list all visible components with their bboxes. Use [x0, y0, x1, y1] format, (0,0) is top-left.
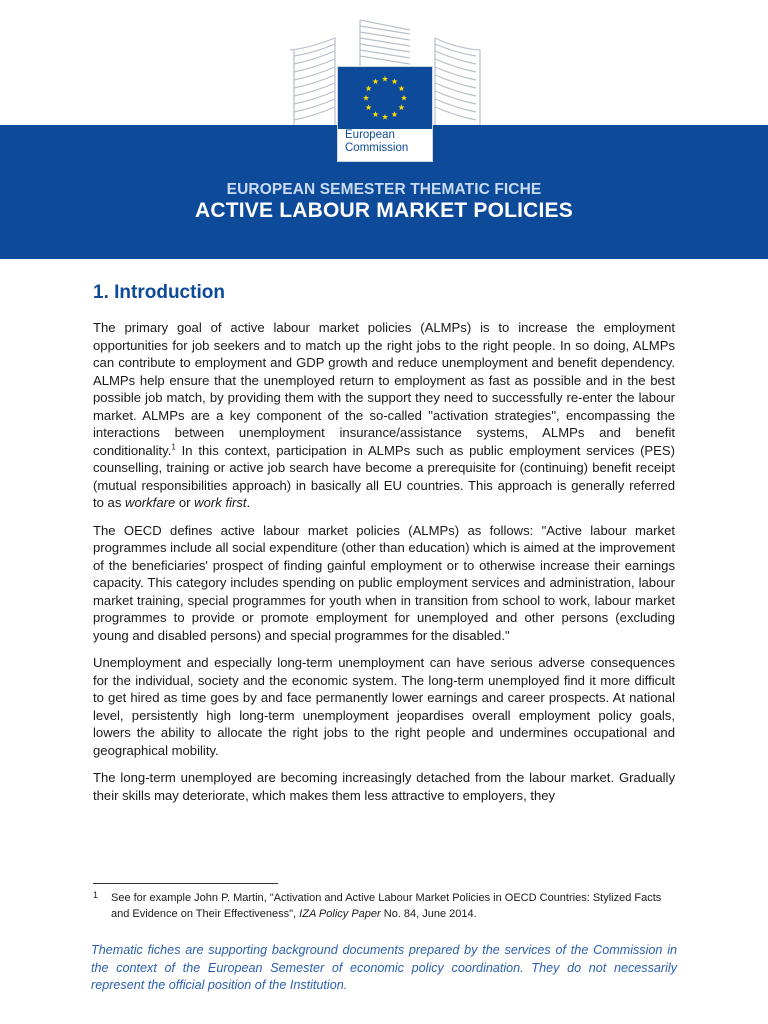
footnote-text	[111, 890, 678, 922]
term-workfare: workfare	[125, 495, 176, 510]
term-work-first: work first	[194, 495, 247, 510]
logo-line-2: Commission	[345, 142, 409, 154]
footnote-ref[interactable]: 1	[171, 442, 176, 452]
body-text	[93, 319, 675, 814]
paragraph-3: Unemployment and especially long-term unemployment can have serious adverse consequences for the individual, society and the economic system. The long-term unemployed find it more difficult to get hired as time goes by and face permanently lower earnings and career prospects. At national level, persistently high long-term unemployment jeopardises overall employment policy goals, lowers the ability to allocate the right jobs to the right people and undermines occupational and geographical mobility.	[93, 655, 675, 758]
footnote-divider	[93, 883, 278, 884]
footnote	[93, 890, 678, 922]
fiche-subtitle: EUROPEAN SEMESTER THEMATIC FICHE	[226, 181, 542, 198]
paragraph-1-part-a: The primary goal of active labour market policies (ALMPs) is to increase the employment opportunities for job seekers and to match up the right jobs to the right people. In so doing, ALMPs can contribute to employment and GDP growth and reduce unemployment and benefit dependency. ALMPs help ensure that the unemployed return to employment as fast as possible and in the best possible job match, by providing them with the support they need to successfully re-enter the labour market. ALMPs are a key component of the so-called "activation strategies", encompassing the interactions between unemployment insurance/assistance systems, ALMPs and benefit conditionality.	[93, 320, 675, 458]
logo-wordmark	[345, 129, 408, 155]
european-commission-logo	[337, 66, 433, 162]
disclaimer: Thematic fiches are supporting background documents prepared by the services of the Commission in the context of the European Semester of economic policy coordination. They do not necessarily represent the official position of the Institution.	[91, 943, 677, 992]
paragraph-1	[93, 319, 675, 512]
footnote-journal: IZA Policy Paper	[299, 908, 381, 920]
paragraph-2: The OECD defines active labour market policies (ALMPs) as follows: "Active labour market programmes include all social expenditure (other than education) which is aimed at the improvement of the beneficiaries' prospect of finding gainful employment or to otherwise increase their earnings capacity. This category includes spending on public employment services and administration, labour market training, special programmes for youth when in transition from school to work, labour market programmes to provide or promote employment for unemployed and other persons (excluding young and disabled persons) and special programmes for the disabled."	[93, 522, 675, 643]
footnote-text-b: No. 84, June 2014.	[380, 908, 477, 920]
paragraph-1-or: or	[175, 495, 195, 510]
paragraph-1-part-b: In this context, participation in ALMPs such as public employment services (PES) counselling, training or active job search have become a prerequisite for (continuing) benefit receipt (mutual responsibilities approach) in basically all EU countries. This approach is generally referred to as	[93, 442, 675, 510]
eu-flag-icon	[338, 67, 432, 129]
footnote-mark: 1	[93, 890, 99, 900]
footnote-text-a: See for example John P. Martin, "Activation and Active Labour Market Policies in OECD Countries: Stylized Facts and Evidence on Their Effectiveness",	[111, 892, 662, 920]
section-heading: 1. Introduction	[93, 282, 225, 303]
paragraph-4: The long-term unemployed are becoming increasingly detached from the labour market. Gradually their skills may deteriorate, which makes them less attractive to employers, they	[93, 770, 675, 803]
logo-line-1: European	[345, 129, 395, 141]
paragraph-1-end: .	[246, 495, 251, 510]
fiche-title: ACTIVE LABOUR MARKET POLICIES	[195, 199, 573, 222]
